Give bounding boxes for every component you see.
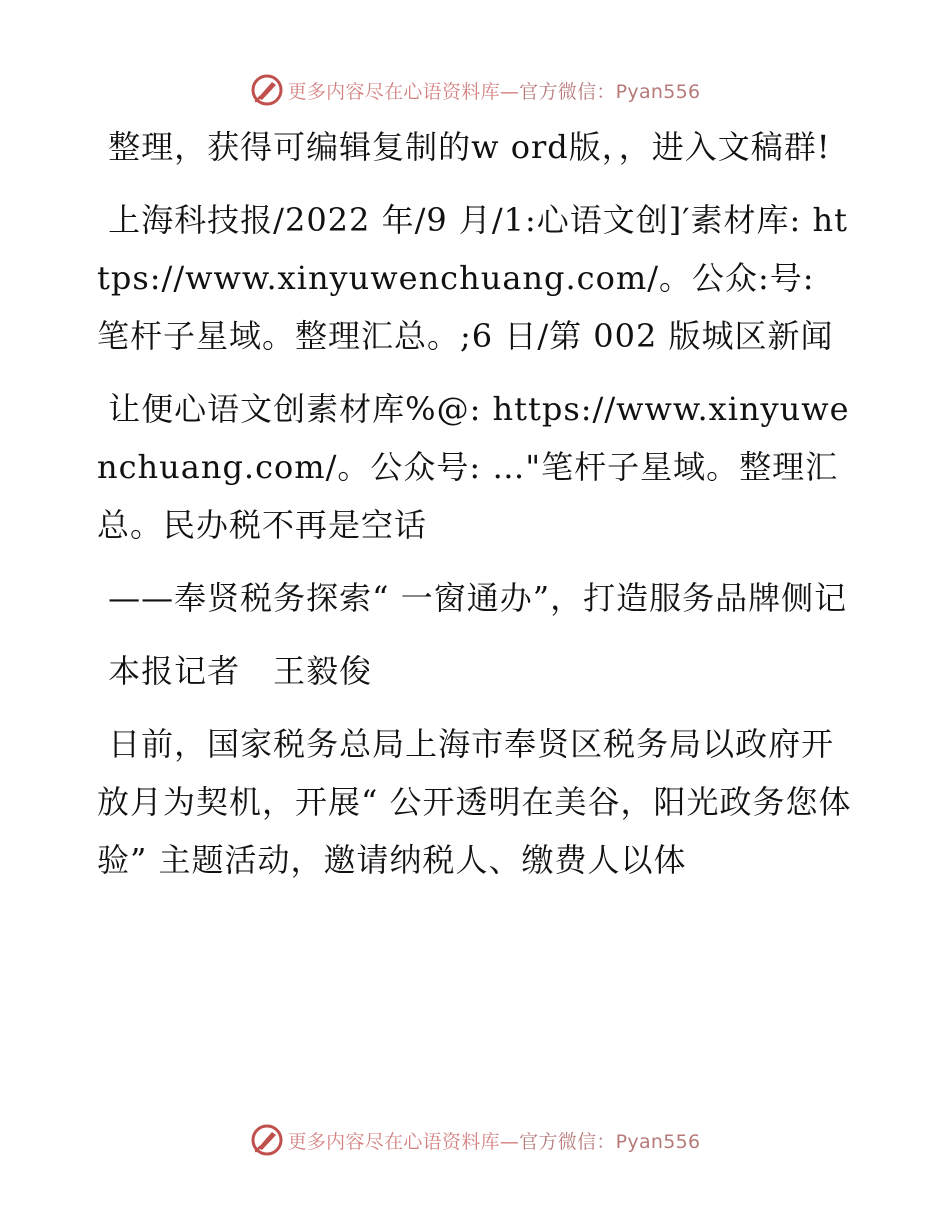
paragraph: 上海科技报/2022 年/9 月/1:心语文创]′素材库: https://www.xinyuwenchuang.com/。公众:号: 笔杆子星域。整理汇总。;6 日/第 002 版城区新闻 [97,201,848,355]
paragraph: 本报记者 王毅俊 [97,652,373,690]
header-wechat-text: 官方微信：Pyan556 [519,80,701,103]
paragraph: 让便心语文创素材库%@: https://www.xinyuwenchuang.com/。公众号: …"笔杆子星域。整理汇总。民办税不再是空话 [97,390,850,544]
paragraph: 整理，获得可编辑复制的w ord版，，进入文稿群! [97,128,831,166]
quill-seal-icon [250,1123,284,1157]
footer-wechat-text: 官方微信：Pyan556 [519,1130,701,1153]
header-banner-text: 更多内容尽在心语资料库—官方微信：Pyan556 [287,80,701,103]
quill-seal-icon [250,73,284,107]
footer-banner-text: 更多内容尽在心语资料库—官方微信：Pyan556 [287,1130,701,1153]
header-banner [0,70,950,110]
document-body [97,118,857,904]
paragraph: 日前，国家税务总局上海市奉贤区税务局以政府开放月为契机，开展“ 公开透明在美谷，阳光政务您体验” 主题活动，邀请纳税人、缴费人以体 [97,725,852,879]
paragraph: ——奉贤税务探索“ 一窗通办”，打造服务品牌侧记 [97,579,848,617]
footer-banner [0,1120,950,1160]
